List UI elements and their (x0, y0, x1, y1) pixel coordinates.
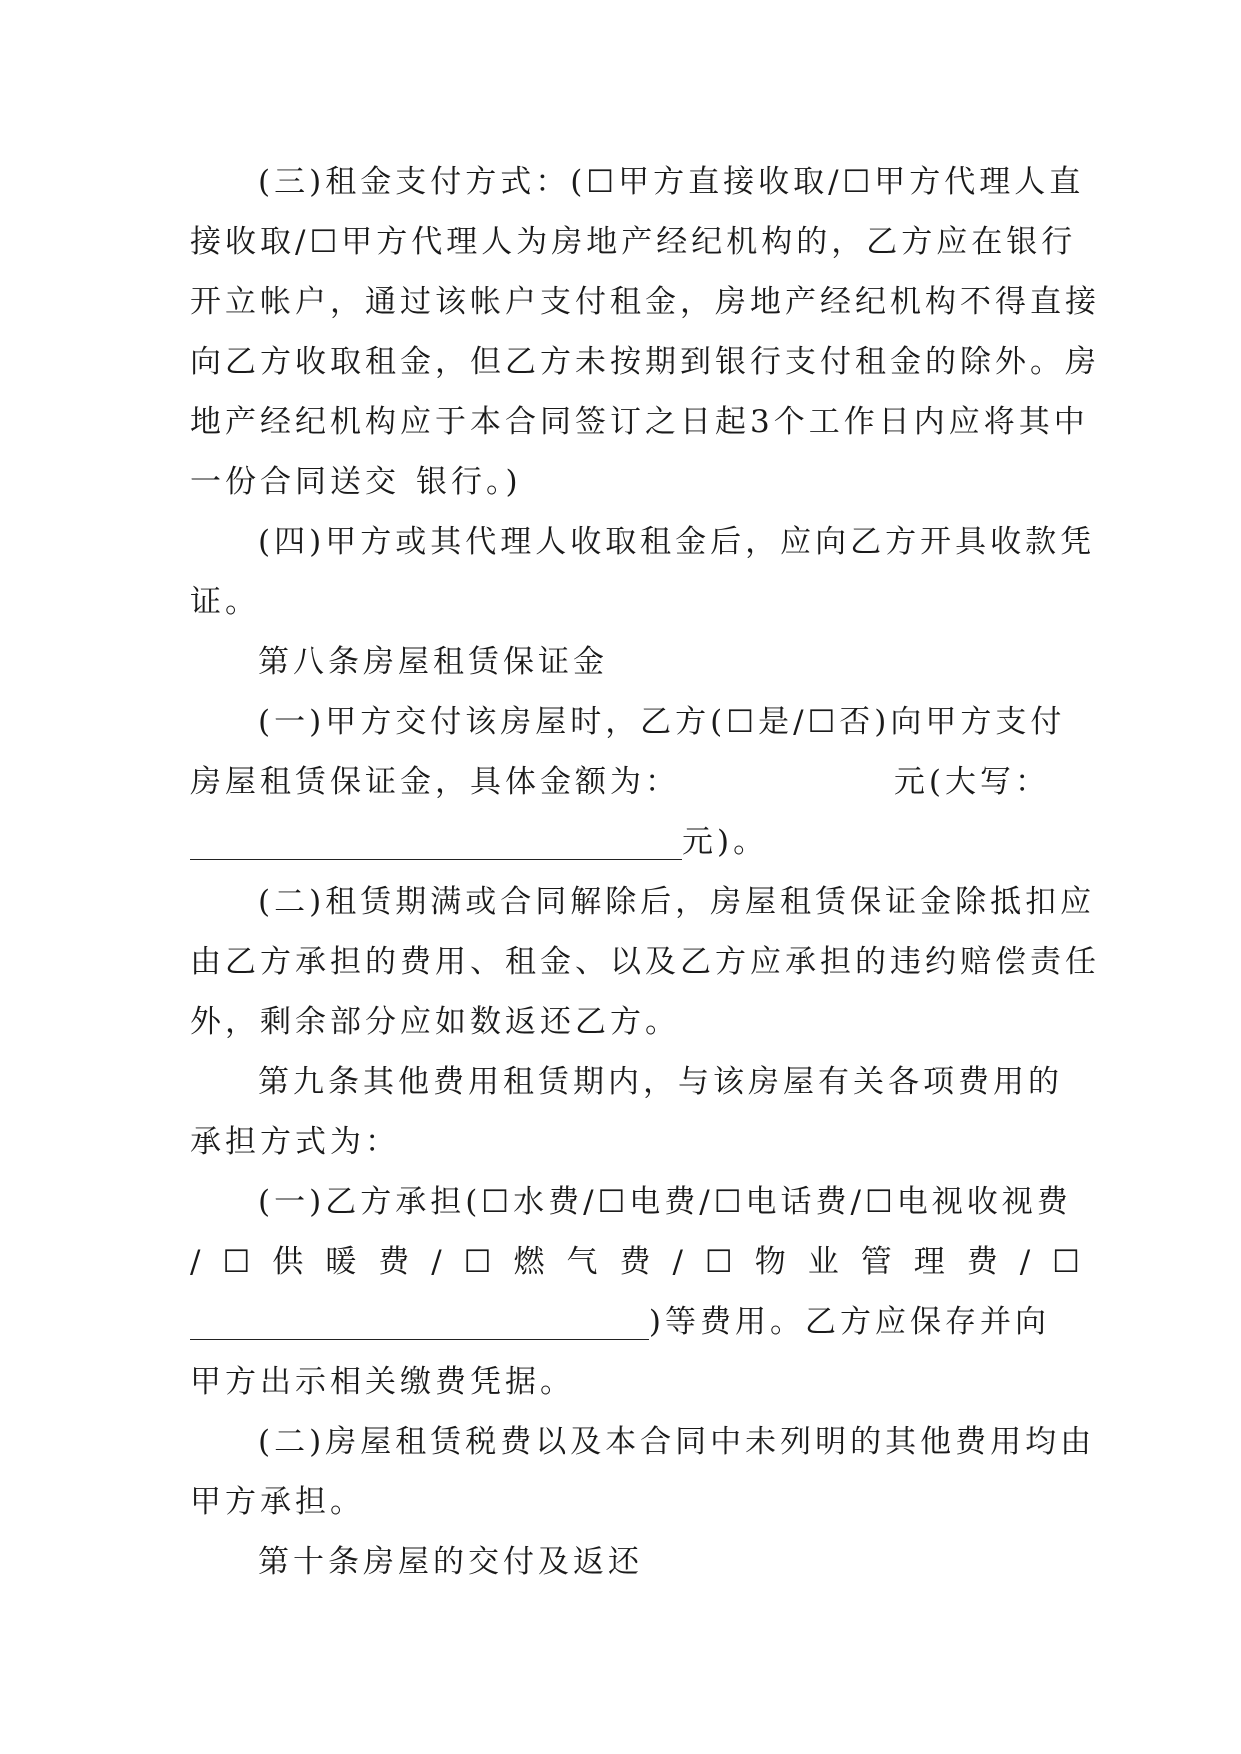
text-rent-receipt: (四)甲方或其代理人收取租金后，应向乙方开具收款凭 (258, 524, 1096, 560)
text-tenant-costs: (一)乙方承担(☐水费/☐电费/☐电话费/☐电视收视费 (258, 1184, 1072, 1220)
text-line: 地产经纪机构应于本合同签订之日起3个工作日内应将其中 (190, 404, 1089, 440)
text-line: 由乙方承担的费用、租金、以及乙方应承担的违约赔偿责任 (190, 944, 1100, 980)
contract-text (190, 152, 1102, 1592)
text-line: 接收取/☐甲方代理人为房地产经纪机构的，乙方应在 (190, 224, 1007, 260)
paragraph-line (190, 572, 1050, 632)
paragraph-line (190, 212, 1077, 272)
text-line: 向乙方收取租金，但乙方未按期到银行支付租金的除外。房 (190, 344, 1100, 380)
text-line: 开立帐户，通过该帐户支付租金，房地产经纪机构不得直接 (190, 284, 1100, 320)
paragraph-line (190, 1172, 1072, 1232)
section-heading (190, 1532, 1050, 1592)
text-deposit-amount-unit: 元(大写： (893, 764, 1050, 800)
text-line: 甲方承担。 (190, 1484, 365, 1520)
paragraph-line (190, 392, 1089, 452)
heading-article-8: 第八条房屋租赁保证金 (258, 644, 608, 680)
paragraph-line (190, 992, 1050, 1052)
section-heading (190, 1052, 1063, 1112)
text-line: )等费用。乙方应保存并向 (648, 1304, 1050, 1340)
paragraph-line (190, 152, 1085, 212)
text-line: 证。 (190, 584, 260, 620)
paragraph-line (190, 812, 1050, 872)
paragraph-line (190, 752, 1050, 812)
section-heading (190, 632, 1050, 692)
heading-article-9: 第九条其他费用 (258, 1064, 503, 1100)
paragraph-line (190, 1352, 1050, 1412)
text-line: 租赁期内，与该房屋有关各项费用的 (503, 1064, 1063, 1100)
paragraph-line (190, 1292, 1050, 1352)
paragraph-line (190, 932, 1100, 992)
text-deposit-return: (二)租赁期满或合同解除后，房屋租赁保证金除抵扣应 (258, 884, 1096, 920)
paragraph-line (190, 272, 1100, 332)
paragraph-line (190, 1232, 1102, 1292)
deposit-amount-blank (190, 825, 682, 860)
paragraph-line (190, 872, 1096, 932)
paragraph-line (190, 452, 1050, 512)
text-line: 外，剩余部分应如数返还乙方。 (190, 1004, 680, 1040)
paragraph-line (190, 1112, 1050, 1172)
paragraph-line (190, 1412, 1096, 1472)
text-line: 一份合同送交 (190, 464, 400, 500)
text-deposit-payment: (一)甲方交付该房屋时，乙方(☐是/☐否)向甲方支付 (258, 704, 1066, 740)
text-line: 元)。 (682, 824, 769, 860)
text-line: 银行。) (416, 464, 522, 500)
text-line: 承担方式为： (190, 1124, 400, 1160)
other-costs-blank (190, 1305, 649, 1340)
paragraph-line (190, 1472, 1050, 1532)
paragraph-line (190, 692, 1066, 752)
heading-article-10: 第十条房屋的交付及返还 (258, 1544, 643, 1580)
text-landlord-costs: (二)房屋租赁税费以及本合同中未列明的其他费用均由 (258, 1424, 1096, 1460)
paragraph-line (190, 332, 1100, 392)
text-line: 银行 (1006, 224, 1077, 260)
paragraph-line (190, 512, 1096, 572)
text-deposit-amount-label: 房屋租赁保证金，具体金额为： (190, 764, 680, 800)
text-line: 甲方出示相关缴费凭据。 (190, 1364, 575, 1400)
text-line: /☐供暖费/☐燃气费/☐物业管理费/☐ (190, 1244, 1102, 1280)
text-rent-payment-method: (三)租金支付方式：(☐甲方直接收取/☐甲方代理人直 (258, 164, 1085, 200)
